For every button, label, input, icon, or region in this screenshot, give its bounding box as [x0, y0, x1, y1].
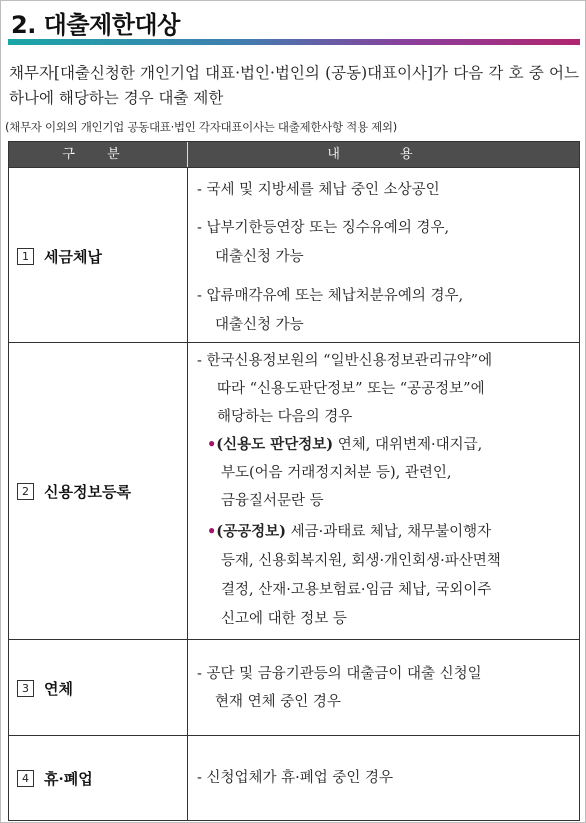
bullet-dot: •: [207, 523, 217, 540]
content-line: 현재 연체 중인 경우: [215, 694, 341, 710]
column-divider: [187, 343, 188, 640]
table-header: [9, 142, 579, 167]
content-line-public-info: [207, 520, 491, 541]
category-label: 연체: [44, 680, 73, 698]
category-cell: [17, 768, 93, 789]
item-number-box: 4: [17, 770, 34, 787]
header-divider: [187, 142, 188, 167]
content-line: - 신청업체가 휴·폐업 중인 경우: [197, 770, 394, 786]
content-line: 따라 “신용도판단정보” 또는 “공공정보”에: [217, 381, 485, 397]
content-line: 부도(어음 거래정지처분 등), 관련인,: [221, 465, 452, 481]
header-content: 내 용: [327, 147, 441, 162]
content-line: - 공단 및 금융기관등의 대출금이 대출 신청일: [197, 666, 482, 682]
subheading-credit-judgement: (신용도 판단정보): [216, 436, 334, 453]
content-line: 신고에 대한 정보 등: [221, 611, 347, 627]
table-row-tax-arrears: [9, 167, 579, 343]
subheading-public-info: (공공정보): [216, 523, 287, 540]
category-cell: [17, 481, 131, 502]
content-line: 금융질서문란 등: [221, 493, 324, 509]
content-line: - 납부기한등연장 또는 징수유예의 경우,: [197, 220, 450, 236]
category-cell: [17, 246, 102, 267]
bullet-dot: •: [207, 436, 217, 453]
content-line: 대출신청 가능: [215, 317, 304, 333]
header-category: 구 분: [62, 147, 134, 162]
title-underline: [8, 39, 580, 45]
intro-text: 채무자[대출신청한 개인기업 대표·법인·법인의 (공동)대표이사]가 다음 각 호 중 어느 하나에 해당하는 경우 대출 제한: [9, 64, 579, 107]
content-line: 결정, 산재·고용보험료·임금 체납, 국외이주: [221, 582, 492, 598]
category-label: 신용정보등록: [44, 483, 131, 501]
table-row-closure: [9, 735, 579, 821]
content-line-credit-judgement: [207, 433, 482, 454]
item-number-box: 3: [17, 680, 34, 697]
table-row-overdue: [9, 639, 579, 736]
content-text: 세금·과태료 체납, 채무불이행자: [290, 524, 492, 540]
content-line: - 한국신용정보원의 “일반신용정보관리규약”에: [197, 353, 493, 369]
content-line: 해당하는 다음의 경우: [217, 409, 353, 425]
column-divider: [187, 736, 188, 821]
category-label: 세금체납: [44, 248, 102, 266]
content-line: 등재, 신용회복지원, 회생·개인회생·파산면책: [221, 553, 501, 569]
column-divider: [187, 168, 188, 343]
restriction-table: [8, 141, 580, 821]
section-title: 2. 대출제한대상: [11, 11, 180, 39]
intro-note: (채무자 이외의 개인기업 공동대표·법인 각자대표이사는 대출제한사항 적용 제외): [5, 120, 397, 134]
column-divider: [187, 640, 188, 736]
item-number-box: 2: [17, 483, 34, 500]
content-text: 연체, 대위변제·대지급,: [337, 437, 483, 453]
category-cell: [17, 678, 73, 699]
content-line: - 압류매각유예 또는 체납처분유예의 경우,: [197, 288, 464, 304]
content-line: 대출신청 가능: [215, 249, 304, 265]
table-row-credit-info: [9, 342, 579, 640]
content-line: - 국세 및 지방세를 체납 중인 소상공인: [197, 182, 440, 198]
category-label: 휴·폐업: [44, 770, 93, 788]
item-number-box: 1: [17, 248, 34, 265]
